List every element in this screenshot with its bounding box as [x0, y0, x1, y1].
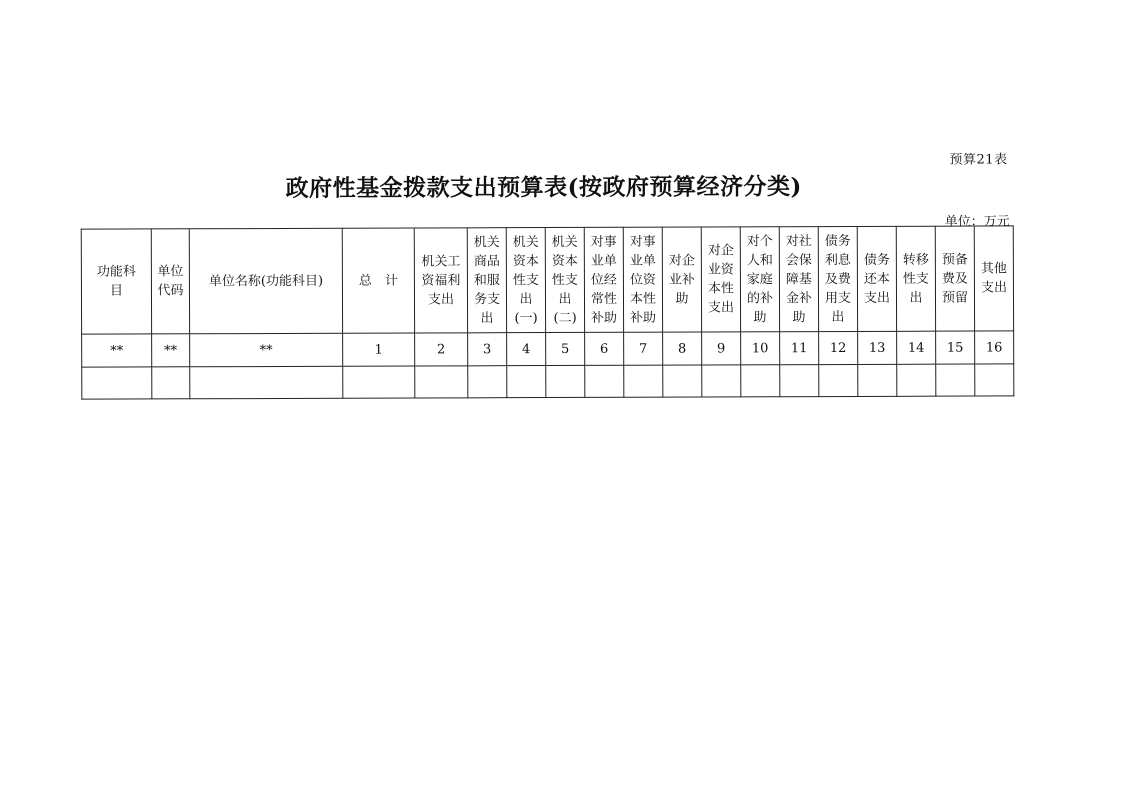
column-header-label: 机关资本性支出(二) [551, 234, 578, 326]
column-header [935, 226, 974, 331]
column-header-label: 机关商品和服务支出 [473, 234, 501, 326]
column-header-label: 单位名称(功能科目) [208, 273, 324, 289]
column-header-label: 转移性支出 [902, 252, 929, 306]
column-header-label: 对事业单位资本性补助 [629, 234, 657, 326]
table-cell [975, 364, 1014, 396]
column-header-label: 单位代码 [157, 264, 184, 299]
table-cell: 1 [343, 333, 415, 366]
table-cell [190, 366, 343, 399]
column-header [151, 229, 189, 334]
table-cell [702, 365, 741, 397]
column-header [623, 227, 662, 332]
table-cell [819, 364, 858, 396]
table-cell: 9 [702, 332, 741, 365]
column-header-label: 其他支出 [980, 261, 1007, 296]
column-header [662, 227, 701, 332]
table-cell: 15 [936, 331, 975, 364]
table-cell: 2 [415, 333, 468, 366]
table-cell: ** [82, 334, 152, 367]
column-header [342, 228, 414, 333]
column-header [701, 227, 740, 332]
column-header-label: 机关资本性支出(一) [512, 234, 539, 326]
table-cell [663, 365, 702, 397]
column-header [584, 227, 623, 332]
column-header-label: 功能科目 [96, 264, 136, 299]
table-cell [897, 364, 936, 396]
column-header [896, 226, 935, 331]
column-header [545, 227, 584, 332]
header-row [81, 226, 1013, 334]
table-cell: ** [152, 334, 190, 367]
table-cell [780, 365, 819, 397]
column-header-label: 对企业补助 [668, 253, 695, 307]
column-header [974, 226, 1013, 331]
column-header-label: 债务利息及费用支出 [824, 233, 852, 325]
budget-table [81, 225, 1015, 399]
table-cell: 8 [663, 332, 702, 365]
unit-label: 单位：万元 [944, 214, 1010, 230]
column-header-label: 对企业资本性支出 [707, 243, 735, 316]
column-header-label: 债务还本支出 [863, 252, 891, 306]
table-cell [585, 365, 624, 397]
table-cell [741, 365, 780, 397]
table-cell [546, 365, 585, 397]
column-header [81, 229, 151, 334]
table-cell: 11 [780, 332, 819, 365]
column-header [414, 228, 467, 333]
table-cell: 4 [507, 333, 546, 366]
column-header [506, 228, 545, 333]
table-cell: 6 [585, 332, 624, 365]
column-header-label: 对个人和家庭的补助 [746, 233, 774, 325]
table-cell: 12 [819, 331, 858, 364]
table-cell: 14 [897, 331, 936, 364]
table-cell: 5 [546, 332, 585, 365]
table-cell [624, 365, 663, 397]
column-header [467, 228, 506, 333]
column-header-label: 机关工资福利支出 [421, 253, 461, 307]
table-cell: 13 [858, 331, 897, 364]
column-header-label: 对事业单位经常性补助 [590, 234, 618, 326]
table-cell: 7 [624, 332, 663, 365]
table-cell: 16 [975, 331, 1014, 364]
table-cell [936, 364, 975, 396]
table-cell [507, 366, 546, 398]
column-header-label: 预备费及预留 [941, 252, 969, 306]
page-title: 政府性基金拨款支出预算表(按政府预算经济分类) [285, 173, 802, 202]
column-header-label: 对社会保障基金补助 [785, 233, 813, 325]
empty-data-row [82, 364, 1014, 399]
table-cell [415, 366, 468, 398]
table-cell: ** [190, 333, 343, 367]
column-header [857, 226, 896, 331]
column-header [818, 226, 857, 331]
column-number-row [82, 331, 1014, 367]
table-cell [858, 364, 897, 396]
table-cell [343, 366, 415, 398]
table-cell: 10 [741, 332, 780, 365]
table-cell [152, 367, 190, 399]
column-header [779, 227, 818, 332]
table-number-label: 预算21表 [949, 152, 1008, 168]
column-header-label: 总 计 [358, 273, 398, 289]
table-cell [82, 367, 152, 399]
column-header [740, 227, 779, 332]
table-cell [468, 366, 507, 398]
table-cell: 3 [468, 333, 507, 366]
column-header [189, 228, 342, 334]
